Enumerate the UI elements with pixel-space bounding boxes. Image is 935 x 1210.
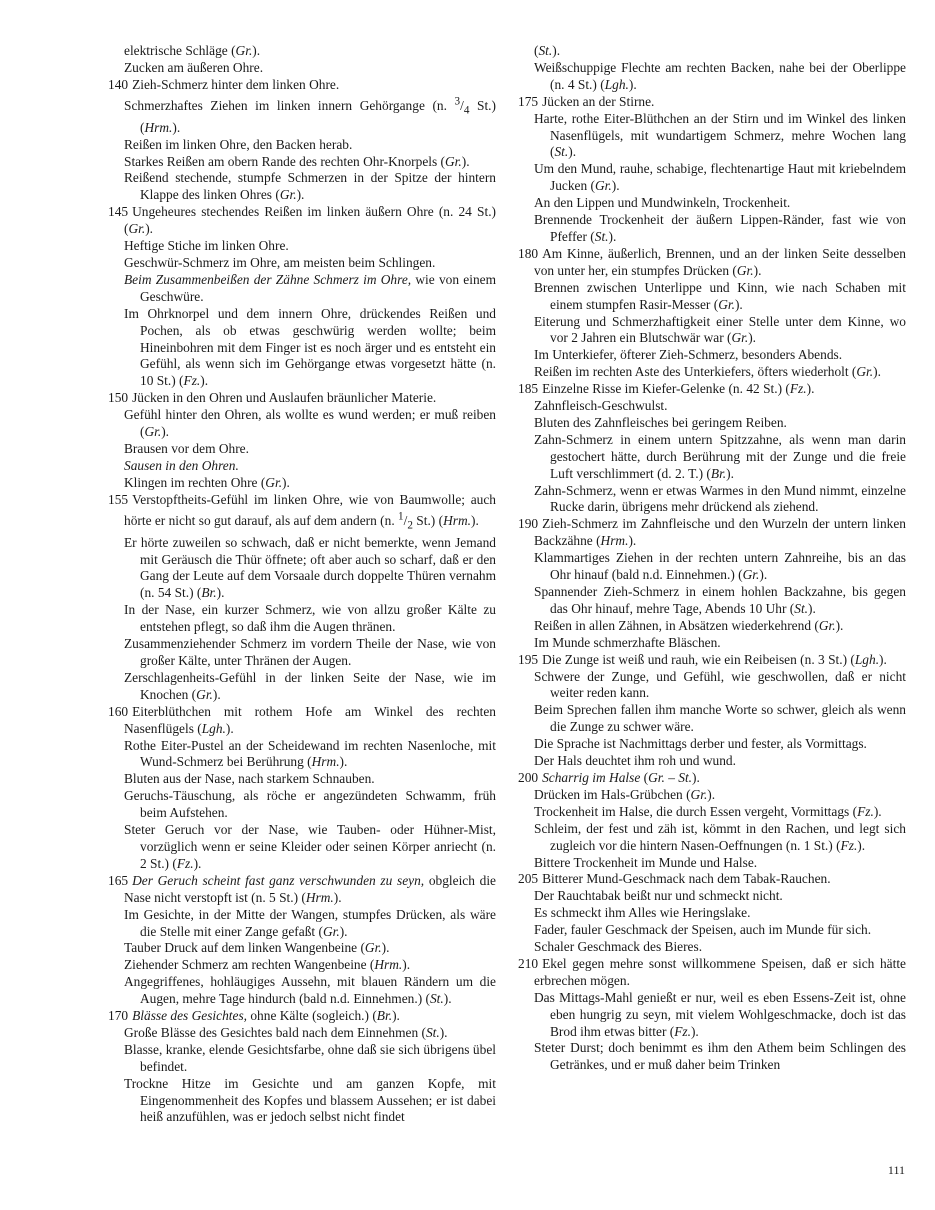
entry-text: Der Geruch scheint fast ganz verschwunden zu seyn, obgleich die Nase nicht verstopft ist (n. 5 St.) (Hrm.). xyxy=(124,872,496,905)
symptom-entry xyxy=(108,272,496,306)
symptom-entry xyxy=(108,636,496,670)
entry-text: Die Sprache ist Nachmittags derber und fester, als Vormittags. xyxy=(534,736,867,752)
entry-number: 200 xyxy=(518,769,539,785)
entry-text: Einzelne Risse im Kiefer-Gelenke (n. 42 St.) (Fz.). xyxy=(542,381,815,397)
entry-text: Im Unterkiefer, öfterer Zieh-Schmerz, besonders Abends. xyxy=(534,347,843,363)
entry-number: 150 xyxy=(108,390,129,406)
entry-number: 185 xyxy=(518,381,539,397)
numbered-entry xyxy=(108,704,496,738)
symptom-entry xyxy=(518,584,906,618)
symptom-entry xyxy=(108,43,496,60)
symptom-entry xyxy=(518,347,906,364)
symptom-entry xyxy=(108,1076,496,1127)
entry-text: Trockenheit im Halse, die durch Essen vergeht, Vormittags (Fz.). xyxy=(534,803,882,819)
symptom-entry xyxy=(108,602,496,636)
symptom-entry xyxy=(108,907,496,941)
numbered-entry xyxy=(108,873,496,907)
entry-number: 170 xyxy=(108,1008,129,1024)
entry-text: Ekel gegen mehre sonst willkommene Speisen, daß er sich hätte erbrechen mögen. xyxy=(534,955,906,988)
symptom-entry xyxy=(108,441,496,458)
symptom-entry xyxy=(108,1025,496,1042)
entry-number: 140 xyxy=(108,76,129,92)
symptom-entry xyxy=(518,483,906,517)
symptom-entry xyxy=(518,364,906,381)
symptom-entry xyxy=(108,60,496,77)
entry-text: Ziehender Schmerz am rechten Wangenbeine (Hrm.). xyxy=(124,957,411,973)
entry-text: Im Gesichte, in der Mitte der Wangen, stumpfes Drücken, als wäre die Stelle mit einer Zange gefaßt (Gr.). xyxy=(124,906,496,939)
entry-text: Es schmeckt ihm Alles wie Heringslake. xyxy=(534,905,751,921)
symptom-entry xyxy=(518,398,906,415)
entry-text: Zieh-Schmerz im Zahnfleische und den Wurzeln der untern linken Backzähne (Hrm.). xyxy=(534,516,906,549)
symptom-entry xyxy=(108,407,496,441)
entry-text: Klingen im rechten Ohre (Gr.). xyxy=(124,474,290,490)
entry-text: Klammartiges Ziehen in der rechten untern Zahnreihe, bis an das Ohr hinauf (bald n.d. Einnehmen.) (Gr.). xyxy=(534,550,906,583)
numbered-entry xyxy=(518,246,906,280)
symptom-entry xyxy=(108,738,496,772)
symptom-entry xyxy=(518,618,906,635)
entry-text: Blasse, kranke, elende Gesichtsfarbe, ohne daß sie sich übrigens übel befindet. xyxy=(124,1041,496,1074)
numbered-entry xyxy=(518,381,906,398)
symptom-entry xyxy=(108,238,496,255)
entry-text: Zahn-Schmerz, wenn er etwas Warmes in den Mund nimmt, einzelne Rucke darin, übrigens mehr drückend als ziehend. xyxy=(534,482,906,515)
entry-number: 145 xyxy=(108,204,129,220)
symptom-entry xyxy=(518,669,906,703)
symptom-entry xyxy=(518,60,906,94)
entry-text: Bittere Trockenheit im Munde und Halse. xyxy=(534,854,758,870)
symptom-entry xyxy=(518,939,906,956)
entry-text: Brennen zwischen Unterlippe und Kinn, wie nach Schaben mit einem stumpfen Rasir-Messer (Gr.). xyxy=(534,279,906,312)
symptom-entry xyxy=(518,905,906,922)
symptom-entry xyxy=(518,195,906,212)
symptom-entry xyxy=(108,771,496,788)
entry-number: 190 xyxy=(518,516,539,532)
symptom-entry xyxy=(108,306,496,391)
symptom-entry xyxy=(518,550,906,584)
entry-text: Fader, fauler Geschmack der Speisen, auch im Munde für sich. xyxy=(534,922,872,938)
entry-text: Trockne Hitze im Gesichte und am ganzen Kopfe, mit Eingenommenheit des Kopfes und blassem Aussehen; er ist dabei heiß anzufühlen, was er jedoch selbst nicht findet xyxy=(124,1075,496,1125)
entry-text: Der Rauchtabak beißt nur und schmeckt nicht. xyxy=(534,888,783,904)
symptom-entry xyxy=(518,702,906,736)
entry-text: Um den Mund, rauhe, schabige, flechtenartige Haut mit kriebelndem Jucken (Gr.). xyxy=(534,161,906,194)
entry-text: Schaler Geschmack des Bieres. xyxy=(534,939,703,955)
entry-text: Zahn-Schmerz in einem untern Spitzzahne, als wenn man darin gestochert hätte, durch Berührung mit der Zunge und die freie Luft verschlimmert (d. 2. T.) (Br.). xyxy=(534,431,906,481)
symptom-entry xyxy=(518,111,906,162)
page-number: 111 xyxy=(887,1163,905,1177)
entry-text: Sausen in den Ohren. xyxy=(124,457,239,473)
entry-text: Brausen vor dem Ohre. xyxy=(124,440,249,456)
entry-text: Weißschuppige Flechte am rechten Backen, nahe bei der Oberlippe (n. 4 St.) (Lgh.). xyxy=(534,59,906,92)
entry-text: Zucken am äußeren Ohre. xyxy=(124,59,264,75)
symptom-entry xyxy=(108,974,496,1008)
symptom-entry xyxy=(108,535,496,603)
entry-number: 205 xyxy=(518,871,539,887)
entry-text: Blässe des Gesichtes, ohne Kälte (sogleich.) (Br.). xyxy=(132,1008,400,1024)
entry-text: Er hörte zuweilen so schwach, daß er nicht bemerkte, wenn Jemand mit Geräusch die Thür öffnete; oft aber auch so scharf, daß er den Gang der Leute auf dem Vorsaale durch doppelte Thüren vernahm (n. 54 St.) (Br.). xyxy=(124,534,496,601)
entry-text: Bluten aus der Nase, nach starkem Schnauben. xyxy=(124,771,375,787)
symptom-entry xyxy=(518,415,906,432)
symptom-entry xyxy=(518,922,906,939)
numbered-entry xyxy=(108,390,496,407)
entry-text: Bitterer Mund-Geschmack nach dem Tabak-Rauchen. xyxy=(542,871,831,887)
entry-text: Rothe Eiter-Pustel an der Scheidewand im rechten Nasenloche, mit Wund-Schmerz bei Berührung (Hrm.). xyxy=(124,737,496,770)
entry-text: Angegriffenes, hohläugiges Aussehn, mit blauen Rändern um die Augen, mehre Tage hindurch (bald n.d. Einnehmen.) (St.). xyxy=(124,974,496,1007)
entry-text: Im Munde schmerzhafte Bläschen. xyxy=(534,634,721,650)
entry-text: Spannender Zieh-Schmerz in einem hohlen Backzahne, bis gegen das Ohr hinauf, mehre Tage, Abends 10 Uhr (St.). xyxy=(534,584,906,616)
symptom-entry xyxy=(108,475,496,492)
symptom-entry xyxy=(518,161,906,195)
numbered-entry xyxy=(518,770,906,787)
entry-text: Drücken im Hals-Grübchen (Gr.). xyxy=(534,786,716,802)
symptom-entry xyxy=(518,314,906,348)
entry-number: 160 xyxy=(108,703,129,719)
numbered-entry xyxy=(518,956,906,990)
symptom-entry xyxy=(518,1040,906,1074)
entry-text: Harte, rothe Eiter-Blüthchen an der Stirn und im Winkel des linken Nasenflügels, mit wundartigem Schmerz, mehre Wochen lang (St.). xyxy=(534,110,906,160)
symptom-entry xyxy=(108,957,496,974)
entry-text: Ungeheures stechendes Reißen im linken äußern Ohre (n. 24 St.) (Gr.). xyxy=(124,204,496,237)
entry-number: 165 xyxy=(108,872,129,888)
symptom-entry xyxy=(518,787,906,804)
entry-text: Heftige Stiche im linken Ohre. xyxy=(124,238,289,254)
entry-text: Zerschlagenheits-Gefühl in der linken Seite der Nase, wie im Knochen (Gr.). xyxy=(124,669,496,702)
symptom-entry xyxy=(518,212,906,246)
entry-number: 155 xyxy=(108,491,129,507)
entry-number: 175 xyxy=(518,93,539,109)
symptom-entry xyxy=(518,821,906,855)
symptom-entry xyxy=(108,94,496,137)
numbered-entry xyxy=(108,492,496,535)
entry-text: Die Zunge ist weiß und rauh, wie ein Reibeisen (n. 3 St.) (Lgh.). xyxy=(542,651,887,667)
entry-text: Jücken an der Stirne. xyxy=(542,93,655,109)
entry-text: Im Ohrknorpel und dem innern Ohre, drückendes Reißen und Pochen, als ob etwas geschwürig werden wollte; beim Hineinbohren mit dem Finger ist es noch ärger und es entsteht ein Gefühl, als wenn sich im Gehörgange etwas vorgesetzt hätte (n. 10 St.) (Fz.). xyxy=(124,305,496,389)
symptom-entry xyxy=(108,788,496,822)
symptom-entry xyxy=(518,753,906,770)
symptom-entry xyxy=(518,990,906,1041)
entry-text: Reißen in allen Zähnen, in Absätzen wiederkehrend (Gr.). xyxy=(534,617,844,633)
entry-text: Zusammenziehender Schmerz im vordern Theile der Nase, wie von großer Kälte, unter Thränen der Augen. xyxy=(124,636,496,668)
symptom-entry xyxy=(518,432,906,483)
numbered-entry xyxy=(518,652,906,669)
symptom-entry xyxy=(518,804,906,821)
entry-text: Reißen im rechten Aste des Unterkiefers, öfters wiederholt (Gr.). xyxy=(534,364,881,380)
entry-text: elektrische Schläge (Gr.). xyxy=(124,43,261,58)
entry-text: (St.). xyxy=(534,43,561,58)
entry-text: Reißen im linken Ohre, den Backen herab. xyxy=(124,136,353,152)
entry-text: Schleim, der fest und zäh ist, kömmt in den Rachen, und legt sich zugleich vor die hintern Nasen-Oeffnungen (n. 1 St.) (Fz.). xyxy=(534,820,906,853)
entry-text: Gefühl hinter den Ohren, als wollte es wund werden; er muß reiben (Gr.). xyxy=(124,407,496,440)
entry-text: Zahnfleisch-Geschwulst. xyxy=(534,398,668,414)
entry-text: Geruchs-Täuschung, als röche er angezündeten Schwamm, früh beim Aufstehen. xyxy=(124,788,496,821)
entry-text: Eiterblüthchen mit rothem Hofe am Winkel des rechten Nasenflügels (Lgh.). xyxy=(124,703,496,736)
numbered-entry xyxy=(518,871,906,888)
entry-text: Das Mittags-Mahl genießt er nur, weil es eben Essens-Zeit ist, ohne eben hungrig zu seyn, mit vielem Wohlgeschmacke, doch ist das Brod ihm etwas bitter (Fz.). xyxy=(534,989,906,1039)
symptom-entry xyxy=(108,137,496,154)
entry-text: Eiterung und Schmerzhaftigkeit einer Stelle unter dem Kinne, wo vor 2 Jahren ein Blutschwär war (Gr.). xyxy=(534,313,906,346)
entry-text: Beim Zusammenbeißen der Zähne Schmerz im Ohre, wie von einem Geschwüre. xyxy=(124,271,496,304)
symptom-entry xyxy=(518,855,906,872)
entry-text: Am Kinne, äußerlich, Brennen, und an der linken Seite desselben von unter her, ein stumpfes Drücken (Gr.). xyxy=(534,245,906,278)
symptom-entry xyxy=(108,822,496,873)
entry-text: An den Lippen und Mundwinkeln, Trockenheit. xyxy=(534,195,791,211)
symptom-entry xyxy=(518,888,906,905)
symptom-entry xyxy=(108,255,496,272)
symptom-entry xyxy=(518,736,906,753)
entry-number: 210 xyxy=(518,955,539,971)
symptom-entry xyxy=(108,458,496,475)
entry-text: Zieh-Schmerz hinter dem linken Ohre. xyxy=(132,76,340,92)
symptom-entry xyxy=(518,43,906,60)
entry-text: Der Hals deuchtet ihm roh und wund. xyxy=(534,753,736,769)
entry-text: Große Blässe des Gesichtes bald nach dem Einnehmen (St.). xyxy=(124,1024,448,1040)
symptom-entry xyxy=(108,154,496,171)
entry-text: Schmerzhaftes Ziehen im linken innern Gehörgange (n. $^3/_4$ St.) (Hrm.). xyxy=(124,95,496,135)
entry-text: Scharrig im Halse (Gr. – St.). xyxy=(542,769,700,785)
numbered-entry xyxy=(108,204,496,238)
numbered-entry xyxy=(108,1008,496,1025)
entry-text: Schwere der Zunge, und Gefühl, wie geschwollen, daß er nicht weiter reden kann. xyxy=(534,668,906,701)
symptom-entry xyxy=(108,1042,496,1076)
entry-text: Brennende Trockenheit der äußern Lippen-Ränder, fast wie von Pfeffer (St.). xyxy=(534,212,906,244)
entry-text: Beim Sprechen fallen ihm manche Worte so schwer, gleich als wenn die Zunge zu schwer wäre. xyxy=(534,702,906,735)
numbered-entry xyxy=(518,94,906,111)
symptom-entry xyxy=(518,635,906,652)
entry-text: Bluten des Zahnfleisches bei geringem Reiben. xyxy=(534,414,787,430)
entry-text: In der Nase, ein kurzer Schmerz, wie von allzu großer Kälte zu entstehen pflegt, so daß ihm die Augen thränen. xyxy=(124,602,496,635)
left-column xyxy=(108,43,496,1126)
symptom-entry xyxy=(108,940,496,957)
entry-text: Reißend stechende, stumpfe Schmerzen in der Spitze der hintern Klappe des linken Ohres (Gr.). xyxy=(124,170,496,203)
right-column xyxy=(518,43,906,1074)
entry-text: Jücken in den Ohren und Auslaufen bräunlicher Materie. xyxy=(132,390,437,406)
symptom-entry xyxy=(518,280,906,314)
entry-text: Steter Durst; doch benimmt es ihm den Athem beim Schlingen des Getränkes, und er muß daher beim Trinken xyxy=(534,1040,906,1073)
entry-text: Steter Geruch vor der Nase, wie Tauben- oder Hühner-Mist, vorzüglich wenn er seine Kleider oder seinen Körper anriecht (n. 2 St.) (Fz.). xyxy=(124,822,496,871)
entry-text: Starkes Reißen am obern Rande des rechten Ohr-Knorpels (Gr.). xyxy=(124,153,470,169)
entry-text: Tauber Druck auf dem linken Wangenbeine (Gr.). xyxy=(124,940,390,956)
symptom-entry xyxy=(108,670,496,704)
numbered-entry xyxy=(108,77,496,94)
entry-text: Geschwür-Schmerz im Ohre, am meisten beim Schlingen. xyxy=(124,255,436,271)
entry-text: Verstopftheits-Gefühl im linken Ohre, wie von Baumwolle; auch hörte er nicht so gut darauf, als auf dem andern (n. $^1/_2$ St.) (Hrm.). xyxy=(124,491,496,532)
numbered-entry xyxy=(518,516,906,550)
entry-number: 180 xyxy=(518,245,539,261)
symptom-entry xyxy=(108,170,496,204)
entry-number: 195 xyxy=(518,651,539,667)
